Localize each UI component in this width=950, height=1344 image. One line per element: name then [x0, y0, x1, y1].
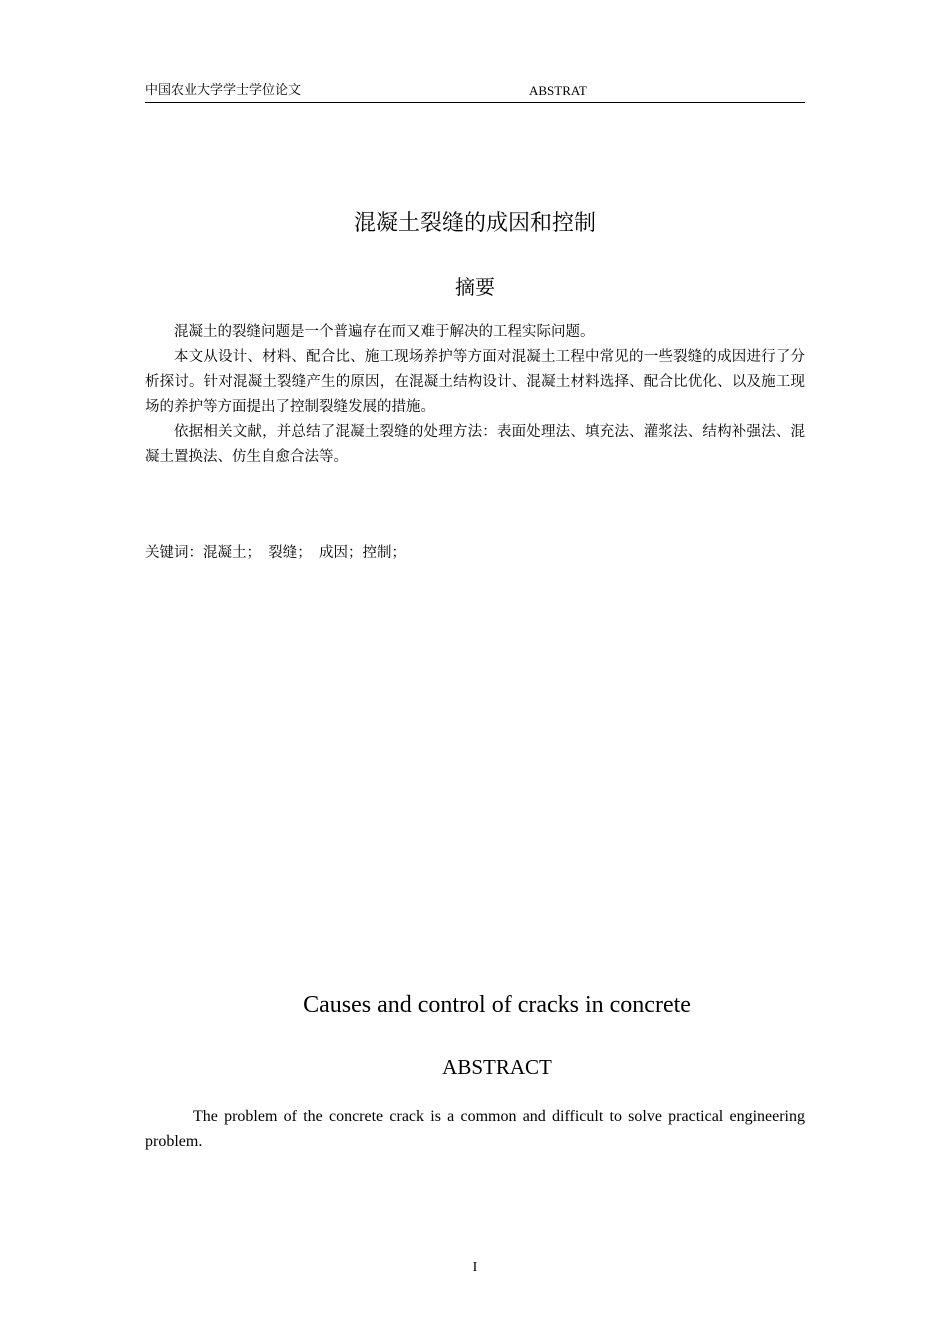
page-number: I — [472, 1260, 478, 1275]
chinese-abstract-heading: 摘要 — [455, 275, 495, 299]
english-abstract-body — [145, 1104, 805, 1154]
chinese-abstract-paragraph: 依据相关文献，并总结了混凝土裂缝的处理方法：表面处理法、填充法、灌浆法、结构补强法、混凝土置换法、仿生自愈合法等。 — [145, 424, 805, 465]
chinese-keywords: 关键词：混凝土； 裂缝； 成因；控制； — [145, 545, 406, 561]
header-institution: 中国农业大学学士学位论文 — [145, 83, 302, 98]
english-title: Causes and control of cracks in concrete — [303, 992, 691, 1018]
running-header — [145, 82, 805, 103]
chinese-title: 混凝土裂缝的成因和控制 — [353, 211, 596, 236]
chinese-abstract-paragraph: 混凝土的裂缝问题是一个普遍存在而又难于解决的工程实际问题。 — [174, 324, 595, 340]
english-abstract-heading: ABSTRACT — [442, 1055, 552, 1079]
chinese-abstract-body — [145, 320, 805, 470]
chinese-abstract-paragraph: 本文从设计、材料、配合比、施工现场养护等方面对混凝土工程中常见的一些裂缝的成因进行了分析探讨。针对混凝土裂缝产生的原因，在混凝土结构设计、混凝土材料选择、配合比优化、以及施工现场的养护等方面提出了控制裂缝发展的措施。 — [145, 349, 805, 415]
english-abstract-paragraph: The problem of the concrete crack is a common and difficult to solve practical engineering problem. — [145, 1108, 805, 1150]
header-section: ABSTRAT — [529, 83, 587, 98]
